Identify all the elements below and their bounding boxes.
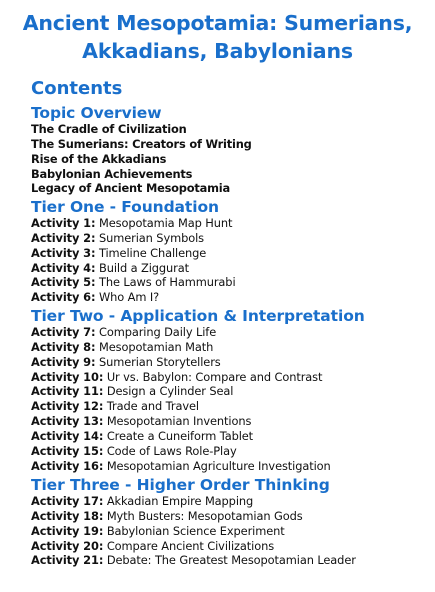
activity-number: Activity 6: xyxy=(31,290,96,305)
activity-number: Activity 21: xyxy=(31,553,104,568)
tier-one-list xyxy=(31,216,236,305)
section-heading-tier-three: Tier Three - Higher Order Thinking xyxy=(31,476,330,494)
title-line-1: Ancient Mesopotamia: Sumerians, xyxy=(22,11,413,35)
topic-item: Legacy of Ancient Mesopotamia xyxy=(31,181,230,196)
activity-item xyxy=(31,355,331,370)
activity-name: Trade and Travel xyxy=(103,399,199,414)
section-heading-tier-two: Tier Two - Application & Interpretation xyxy=(31,307,365,325)
activity-number: Activity 13: xyxy=(31,414,104,429)
activity-item xyxy=(31,246,236,261)
activity-name: Mesopotamian Agriculture Investigation xyxy=(103,458,331,473)
activity-item xyxy=(31,414,331,429)
activity-name: Babylonian Science Experiment xyxy=(103,523,285,538)
tier-two-list xyxy=(31,325,331,473)
activity-number: Activity 5: xyxy=(31,275,96,290)
activity-item xyxy=(31,509,356,524)
activity-item xyxy=(31,290,236,305)
topic-item: The Cradle of Civilization xyxy=(31,122,187,136)
section-heading-tier-one: Tier One - Foundation xyxy=(31,198,219,216)
activity-item xyxy=(31,494,356,509)
activity-number: Activity 18: xyxy=(31,508,104,523)
activity-item xyxy=(31,429,331,444)
tier-three-list xyxy=(31,494,356,568)
section-heading-topic-overview: Topic Overview xyxy=(31,104,162,122)
activity-item xyxy=(31,553,356,568)
activity-item xyxy=(31,444,331,459)
activity-name: Ur vs. Babylon: Compare and Contrast xyxy=(103,369,323,384)
activity-item xyxy=(31,524,356,539)
document-title xyxy=(0,9,435,65)
activity-name: Design a Cylinder Seal xyxy=(103,384,234,399)
activity-number: Activity 19: xyxy=(31,523,104,538)
activity-number: Activity 15: xyxy=(31,443,104,458)
activity-number: Activity 9: xyxy=(31,354,96,369)
topic-item: Rise of the Akkadians xyxy=(31,151,167,166)
activity-item xyxy=(31,261,236,276)
activity-name: Build a Ziggurat xyxy=(95,260,189,275)
topic-item: Babylonian Achievements xyxy=(31,166,193,181)
activity-name: Comparing Daily Life xyxy=(95,325,217,339)
activity-item xyxy=(31,325,331,340)
activity-name: Debate: The Greatest Mesopotamian Leader xyxy=(103,553,356,568)
activity-item xyxy=(31,384,331,399)
activity-name: Akkadian Empire Mapping xyxy=(103,494,254,508)
contents-heading: Contents xyxy=(31,78,123,99)
activity-name: Create a Cuneiform Tablet xyxy=(103,428,254,443)
activity-number: Activity 4: xyxy=(31,260,96,275)
activity-name: Mesopotamia Map Hunt xyxy=(95,216,233,230)
title-line-2: Akkadians, Babylonians xyxy=(82,39,353,63)
activity-name: Who Am I? xyxy=(95,290,160,305)
activity-number: Activity 12: xyxy=(31,399,104,414)
activity-name: Mesopotamian Math xyxy=(95,339,214,354)
activity-name: Sumerian Storytellers xyxy=(95,354,221,369)
activity-number: Activity 17: xyxy=(31,494,104,508)
activity-name: Compare Ancient Civilizations xyxy=(103,538,275,553)
activity-item xyxy=(31,399,331,414)
activity-number: Activity 16: xyxy=(31,458,104,473)
activity-item xyxy=(31,340,331,355)
activity-item xyxy=(31,216,236,231)
topic-item: The Sumerians: Creators of Writing xyxy=(31,136,252,151)
activity-item xyxy=(31,459,331,474)
activity-item xyxy=(31,370,331,385)
activity-number: Activity 8: xyxy=(31,339,96,354)
activity-number: Activity 20: xyxy=(31,538,104,553)
activity-number: Activity 2: xyxy=(31,230,96,245)
activity-item xyxy=(31,539,356,554)
activity-number: Activity 14: xyxy=(31,428,104,443)
activity-number: Activity 1: xyxy=(31,216,96,230)
activity-name: Mesopotamian Inventions xyxy=(103,414,252,429)
activity-item xyxy=(31,231,236,246)
activity-name: The Laws of Hammurabi xyxy=(95,275,236,290)
activity-item xyxy=(31,275,236,290)
activity-name: Sumerian Symbols xyxy=(95,230,204,245)
topic-overview-list xyxy=(31,122,252,196)
activity-name: Code of Laws Role-Play xyxy=(103,443,237,458)
activity-number: Activity 10: xyxy=(31,369,104,384)
activity-name: Myth Busters: Mesopotamian Gods xyxy=(103,508,303,523)
activity-number: Activity 7: xyxy=(31,325,96,339)
activity-number: Activity 11: xyxy=(31,384,104,399)
activity-number: Activity 3: xyxy=(31,245,96,260)
activity-name: Timeline Challenge xyxy=(95,245,207,260)
